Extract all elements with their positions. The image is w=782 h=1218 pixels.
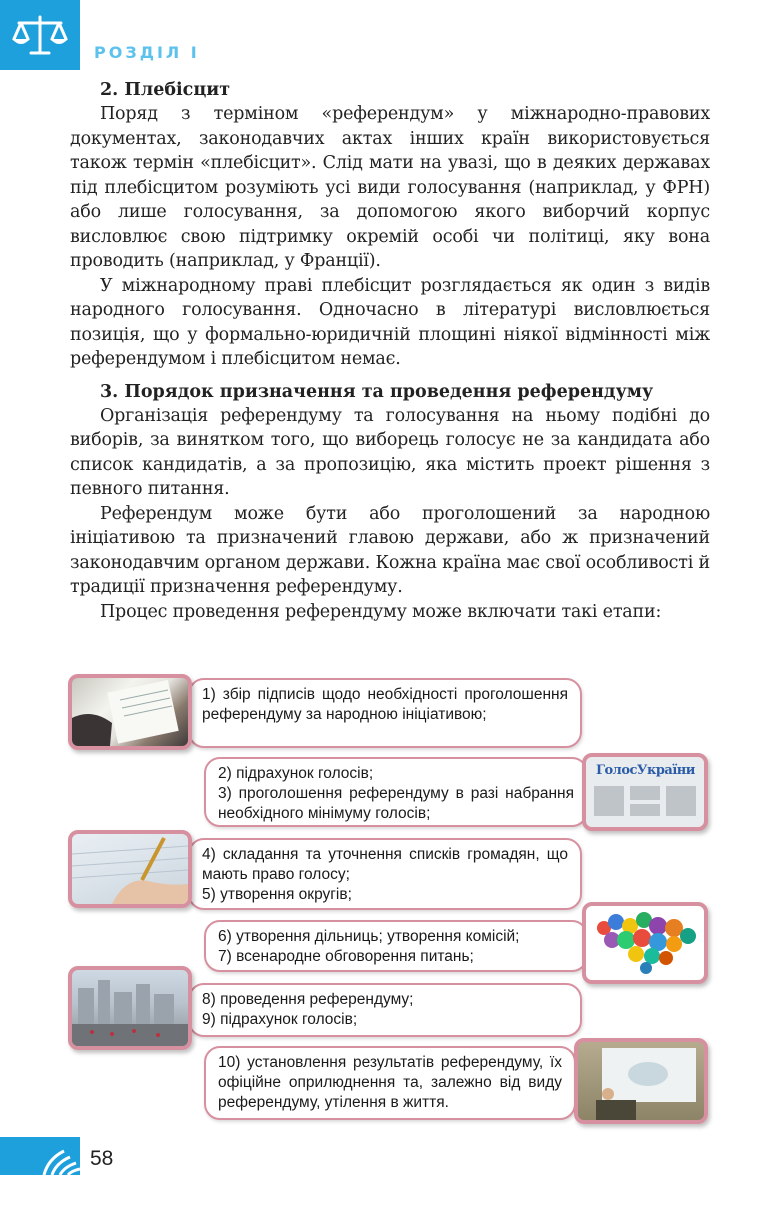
scales-icon [11,13,69,57]
signing-image [72,678,188,746]
main-text [70,78,710,624]
stage-box-6 [204,1046,576,1120]
ukraine-map-image [586,906,704,980]
section-icon-block [0,0,80,70]
stage-text: 7) всенародне обговорення питань; [218,948,474,965]
stage-text: 6) утворення дільниць; утворення комісій; [218,928,520,945]
stage-text: 1) збір підписів щодо необхідності проголошення референдуму за народною ініціативою; [202,686,568,723]
stage-text: 5) утворення округів; [202,886,352,903]
waves-icon [0,1137,80,1175]
newspaper-columns [586,778,704,826]
paragraph: Референдум може бути або проголошений за народною ініціативою та призначений главою держави, або ж призначений законодавчим органом держави. Кожна країна має свої особливості й традиції призначення референдуму. [70,503,710,597]
stage-text: 2) підрахунок голосів; [218,765,374,782]
stage-text: 8) проведення референдуму; [202,991,414,1008]
stage-box-1 [188,678,582,748]
photo-writing [68,830,192,908]
photo-press-conference [574,1038,708,1124]
stage-text: 4) складання та уточнення списків громадян, що мають право голосу; [202,846,568,883]
stage-text: 3) проголошення референдуму в разі набрання необхідного мінімуму голосів; [218,785,574,822]
page-number: 58 [90,1147,114,1170]
stage-text: 10) установлення результатів референдуму, їх офіційне оприлюднення та, залежно від виду референдуму, утілення в життя. [218,1054,562,1111]
photo-map [582,902,708,984]
photo-city [68,966,192,1050]
heading-plebiscite: 2. Плебісцит [100,80,231,100]
stage-box-3 [188,838,582,910]
photo-signatures [68,674,192,750]
photo-newspaper [582,753,708,831]
newspaper-masthead: ГолосУкраїни [596,763,695,778]
paragraph: Процес проведення референдуму може включати такі етапи: [100,601,662,622]
writing-hand-image [72,834,188,904]
paragraph: У міжнародному праві плебісцит розглядається як один з видів народного голосування. Одночасно в літературі висловлюється позиція, що у формально-юридичній площині ніякої відмінності між референдумом і плебісцитом немає. [70,275,710,369]
section-label: РОЗДІЛ І [94,43,200,62]
stage-box-5 [188,983,582,1037]
footer-band [0,1137,80,1175]
stage-box-2 [204,757,588,827]
paragraph: Поряд з терміном «референдум» у міжнародно-правових документах, законодавчих актах інших країн використовується також термін «плебісцит». Слід мати на увазі, що в деяких державах під плебісцитом розуміють усі види голосування (наприклад, у ФРН) або лише голосування, за допомогою якого виборчий корпус висловлює свою підтримку окремій особі чи політиці, яку вона проводить (наприклад, у Франції). [70,104,710,271]
city-square-image [72,970,188,1046]
paragraph: Організація референдуму та голосування на ньому подібні до виборів, за винятком того, що виборець голосує не за кандидата або список кандидатів, а за пропозицію, яка містить проект рішення з певного питання. [70,405,710,499]
heading-procedure: 3. Порядок призначення та проведення референдуму [100,381,654,402]
stage-box-4 [204,920,588,972]
stage-text: 9) підрахунок голосів; [202,1011,358,1028]
presentation-image [578,1042,704,1120]
